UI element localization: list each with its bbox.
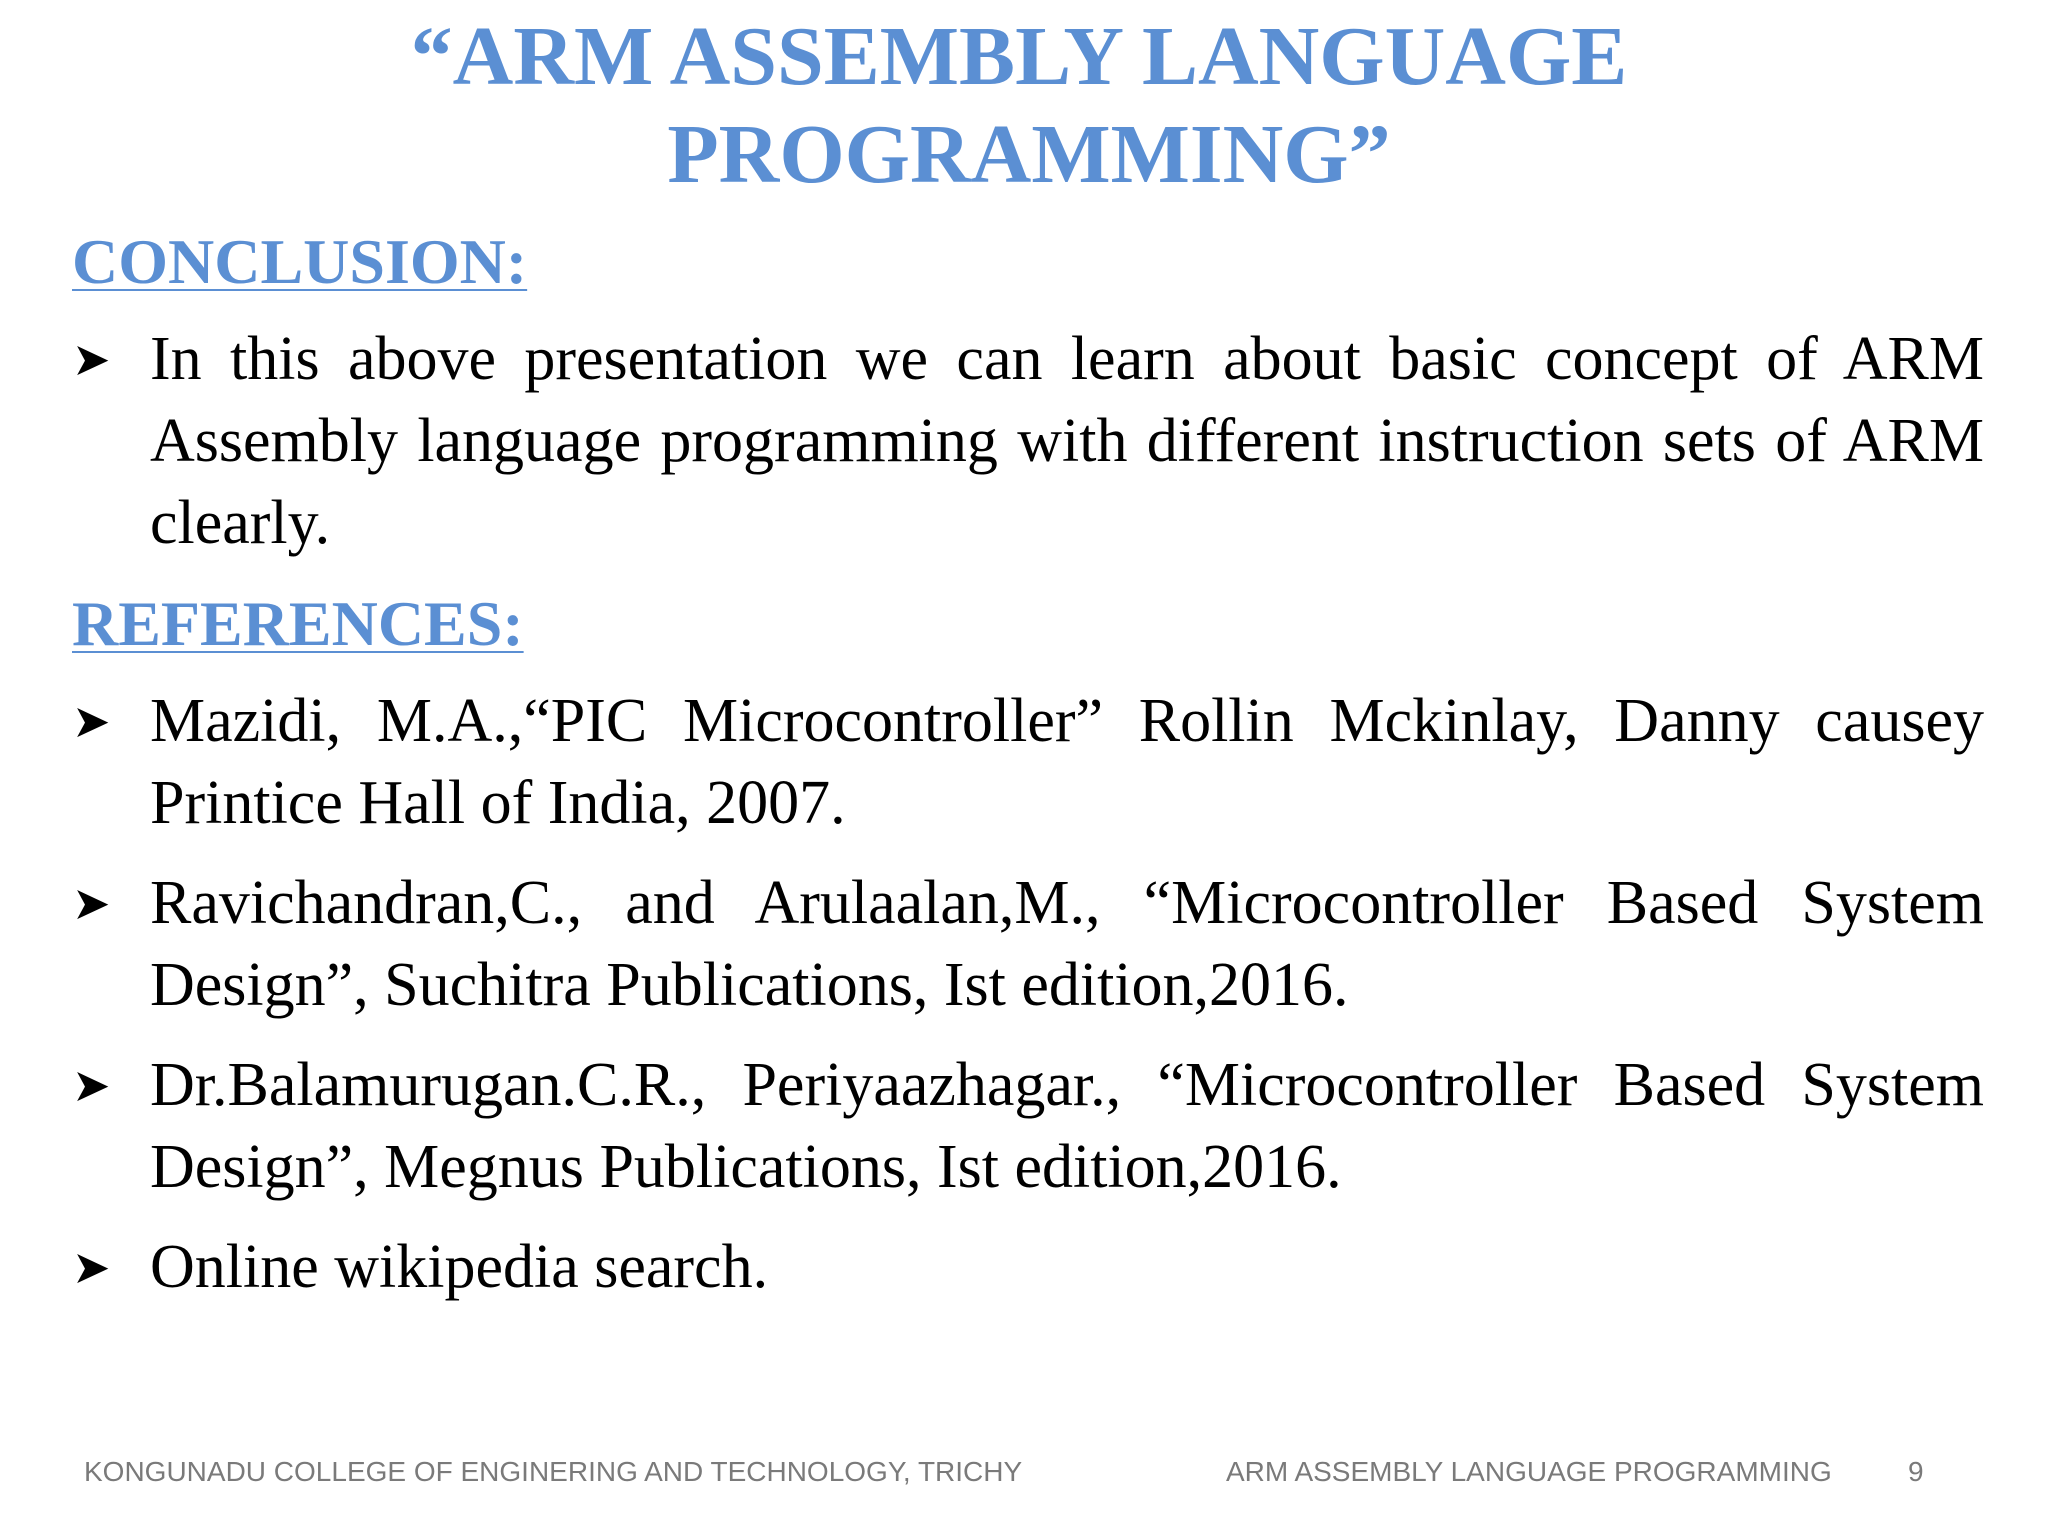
reference-item-text: Ravichandran,C., and Arulaalan,M., “Microcontroller Based System Design”, Suchitra Publications, Ist edition,2016.	[150, 869, 1984, 1019]
reference-item	[72, 862, 1984, 1026]
reference-item-text: Mazidi, M.A.,“PIC Microcontroller” Rollin Mckinlay, Danny causey Printice Hall of India, 2007.	[150, 687, 1984, 837]
slide-title-line-1: “ARM ASSEMBLY LANGUAGE	[410, 10, 1628, 103]
slide-title-line-2: PROGRAMMING”	[667, 108, 1391, 201]
conclusion-heading: CONCLUSION:	[72, 226, 528, 297]
arrowhead-bullet-icon: ➤	[72, 332, 111, 386]
arrowhead-bullet-icon: ➤	[72, 1058, 111, 1112]
references-heading: REFERENCES:	[72, 588, 524, 659]
slide-title	[0, 8, 2048, 204]
footer-page-number: 9	[1908, 1456, 1924, 1487]
reference-item	[72, 1044, 1984, 1208]
arrowhead-bullet-icon: ➤	[72, 876, 111, 930]
footer-institution: KONGUNADU COLLEGE OF ENGINERING AND TECHNOLOGY, TRICHY	[84, 1456, 1023, 1487]
arrowhead-bullet-icon: ➤	[72, 694, 111, 748]
arrowhead-bullet-icon: ➤	[72, 1240, 111, 1294]
conclusion-item	[72, 318, 1984, 564]
reference-item	[72, 1226, 1984, 1308]
conclusion-item-text: In this above presentation we can learn about basic concept of ARM Assembly language programming with different instruction sets of ARM clearly.	[150, 325, 1984, 557]
reference-item-text: Online wikipedia search.	[150, 1233, 769, 1301]
footer-topic: ARM ASSEMBLY LANGUAGE PROGRAMMING	[1226, 1456, 1832, 1487]
reference-item	[72, 680, 1984, 844]
reference-item-text: Dr.Balamurugan.C.R., Periyaazhagar., “Microcontroller Based System Design”, Megnus Publications, Ist edition,2016.	[150, 1051, 1984, 1201]
